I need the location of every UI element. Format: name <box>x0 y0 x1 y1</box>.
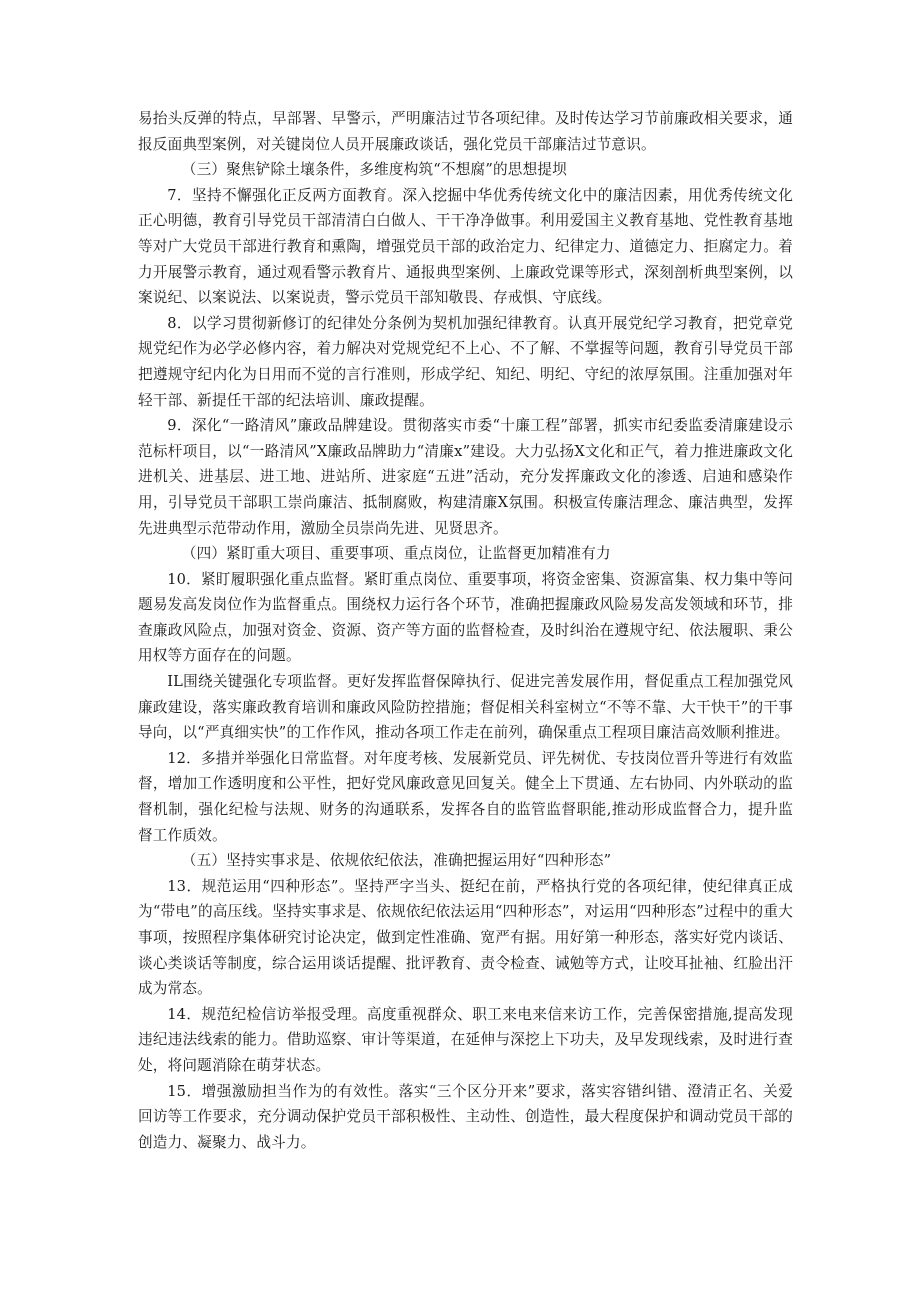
paragraph-item-11: IL围绕关键强化专项监督。更好发挥监督保障执行、促进完善发展作用，督促重点工程加强党风廉政建设，落实廉政教育培训和廉政风险防控措施；督促相关科室树立“不等不靠、大干快干”的干事导向，以“严真细实快”的工作作风，推动各项工作走在前列，确保重点工程项目廉洁高效顺利推进。 <box>138 673 793 742</box>
paragraph-item-9: 9．深化“一路清风”廉政品牌建设。贯彻落实市委“十廉工程”部署，抓实市纪委监委清廉建设示范标杆项目，以“一路清风”X廉政品牌助力“清廉x”建设。大力弘扬X文化和正气，着力推进廉政文化进机关、进基层、进工地、进站所、进家庭“五进”活动，充分发挥廉政文化的渗透、启迪和感染作用，引导党员干部职工崇尚廉洁、抵制腐败，构建清廉X氛围。积极宣传廉洁理念、廉洁典型，发挥先进典型示范带动作用，激励全员崇尚先进、见贤思齐。 <box>138 417 793 537</box>
paragraph-item-8: 8．以学习贯彻新修订的纪律处分条例为契机加强纪律教育。认真开展党纪学习教育，把党章党规党纪作为必学必修内容，着力解决对党规党纪不上心、不了解、不掌握等问题，教育引导党员干部把遵规守纪内化为日用而不觉的言行准则，形成学纪、知纪、明纪、守纪的浓厚氛围。注重加强对年轻干部、新提任干部的纪法培训、廉政提醒。 <box>138 314 793 409</box>
section-heading-5: （五）坚持实事求是、依规依纪依法，准确把握运用好“四种形态” <box>181 852 612 870</box>
paragraph-item-15: 15．增强激励担当作为的有效性。落实“三个区分开来”要求，落实容错纠错、澄清正名、关爱回访等工作要求，充分调动保护党员干部积极性、主动性、创造性，最大程度保护和调动党员干部的创造力、凝聚力、战斗力。 <box>138 1082 793 1151</box>
section-heading-3: （三）聚焦铲除土壤条件，多维度构筑“不想腐”的思想提坝 <box>181 161 567 179</box>
paragraph-item-14: 14．规范纪检信访举报受理。高度重视群众、职工来电来信来访工作，完善保密措施,提高发现违纪违法线索的能力。借助巡察、审计等渠道，在延伸与深挖上下功夫，及早发现线索，及时进行查处，将问题消除在萌芽状态。 <box>138 1005 793 1074</box>
document-page <box>138 106 793 1155</box>
paragraph-item-12: 12．多措并举强化日常监督。对年度考核、发展新党员、评先树优、专技岗位晋升等进行有效监督，增加工作透明度和公平性，把好党风廉政意见回复关。健全上下贯通、左右协同、内外联动的监督机制，强化纪检与法规、财务的沟通联系，发挥各自的监管监督职能,推动形成监督合力，提升监督工作质效。 <box>138 749 793 844</box>
paragraph-item-7: 7．坚持不懈强化正反两方面教育。深入挖掘中华优秀传统文化中的廉洁因素，用优秀传统文化正心明德，教育引导党员干部清清白白做人、干干净净做事。利用爱国主义教育基地、党性教育基地等对广大党员干部进行教育和熏陶，增强党员干部的政治定力、纪律定力、道德定力、拒腐定力。着力开展警示教育，通过观看警示教育片、通报典型案例、上廉政党课等形式，深刻剖析典型案例，以案说纪、以案说法、以案说责，警示党员干部知敬畏、存戒惧、守底线。 <box>138 186 793 307</box>
section-heading-4: （四）紧盯重大项目、重要事项、重点岗位，让监督更加精准有力 <box>181 545 611 563</box>
paragraph-item-13: 13．规范运用“四种形态”。坚持严字当头、挺纪在前，严格执行党的各项纪律，使纪律真正成为“带电”的高压线。坚持实事求是、依规依纪依法运用“四种形态”，对运用“四种形态”过程中的重大事项，按照程序集体研究讨论决定，做到定性准确、宽严有据。用好第一种形态，落实好党内谈话、谈心类谈话等制度，综合运用谈话提醒、批评教育、责令检查、诫勉等方式，让咬耳扯袖、红脸出汗成为常态。 <box>138 877 793 998</box>
paragraph-item-10: 10．紧盯履职强化重点监督。紧盯重点岗位、重要事项，将资金密集、资源富集、权力集中等问题易发高发岗位作为监督重点。围绕权力运行各个环节，准确把握廉政风险易发高发领域和环节，排查廉政风险点，加强对资金、资源、资产等方面的监督检查，及时纠治在遵规守纪、依法履职、秉公用权等方面存在的问题。 <box>138 570 793 665</box>
paragraph-continued: 易抬头反弹的特点，早部署、早警示，严明廉洁过节各项纪律。及时传达学习节前廉政相关要求，通报反面典型案例，对关键岗位人员开展廉政谈话，强化党员干部廉洁过节意识。 <box>138 110 793 153</box>
